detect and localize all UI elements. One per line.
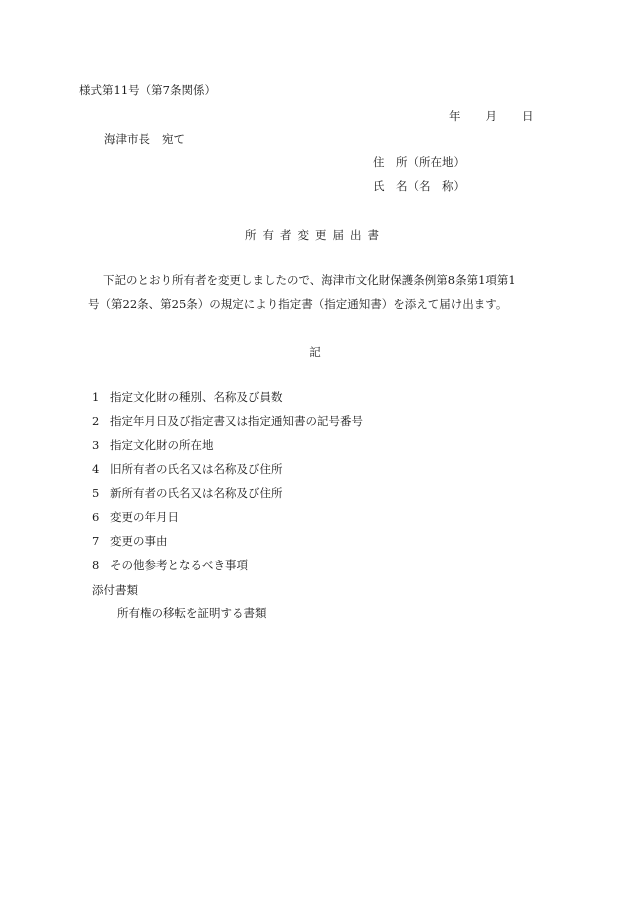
item-number: 6: [92, 510, 100, 524]
item-number: 4: [92, 462, 100, 476]
item-number: 7: [92, 534, 100, 548]
body-text: [88, 268, 558, 316]
item-text: 指定文化財の所在地: [110, 438, 214, 452]
list-item: [92, 557, 363, 581]
item-number: 5: [92, 486, 100, 500]
body-line-2: 号（第22条、第25条）の規定により指定書（指定通知書）を添えて届け出ます。: [88, 297, 508, 311]
date-year: 年: [449, 109, 461, 123]
item-text: 新所有者の氏名又は名称及び住所: [110, 486, 283, 500]
item-number: 2: [92, 414, 100, 428]
attachments-label: 添付書類: [92, 583, 138, 597]
address-label: 住 所（所在地）: [373, 155, 465, 169]
item-text: 変更の年月日: [110, 510, 179, 524]
item-text: 旧所有者の氏名又は名称及び住所: [110, 462, 283, 476]
addressee-suffix: 宛て: [162, 132, 185, 146]
name-label: 氏 名（名 称）: [373, 179, 465, 193]
body-line-1: 下記のとおり所有者を変更しましたので、海津市文化財保護条例第8条第1項第1: [103, 273, 516, 287]
item-text: 指定年月日及び指定書又は指定通知書の記号番号: [110, 414, 363, 428]
item-number: 8: [92, 558, 100, 572]
list-item: [92, 437, 363, 461]
item-list: [92, 389, 363, 581]
item-text: 変更の事由: [110, 534, 168, 548]
addressee: [104, 131, 185, 147]
list-item: [92, 509, 363, 533]
date-line: [449, 108, 534, 124]
date-day: 日: [522, 109, 534, 123]
list-item: [92, 389, 363, 413]
item-text: 指定文化財の種別、名称及び員数: [110, 390, 283, 404]
attachment-item: 所有権の移転を証明する書類: [117, 606, 267, 620]
document-title: 所有者変更届出書: [245, 228, 385, 242]
ki-heading: 記: [309, 345, 321, 359]
list-item: [92, 533, 363, 557]
item-number: 3: [92, 438, 100, 452]
item-number: 1: [92, 390, 100, 404]
form-number: 様式第11号（第7条関係）: [79, 83, 216, 97]
item-text: その他参考となるべき事項: [110, 558, 248, 572]
list-item: [92, 413, 363, 437]
list-item: [92, 461, 363, 485]
addressee-name: 海津市長: [104, 132, 150, 146]
date-month: 月: [485, 109, 497, 123]
list-item: [92, 485, 363, 509]
